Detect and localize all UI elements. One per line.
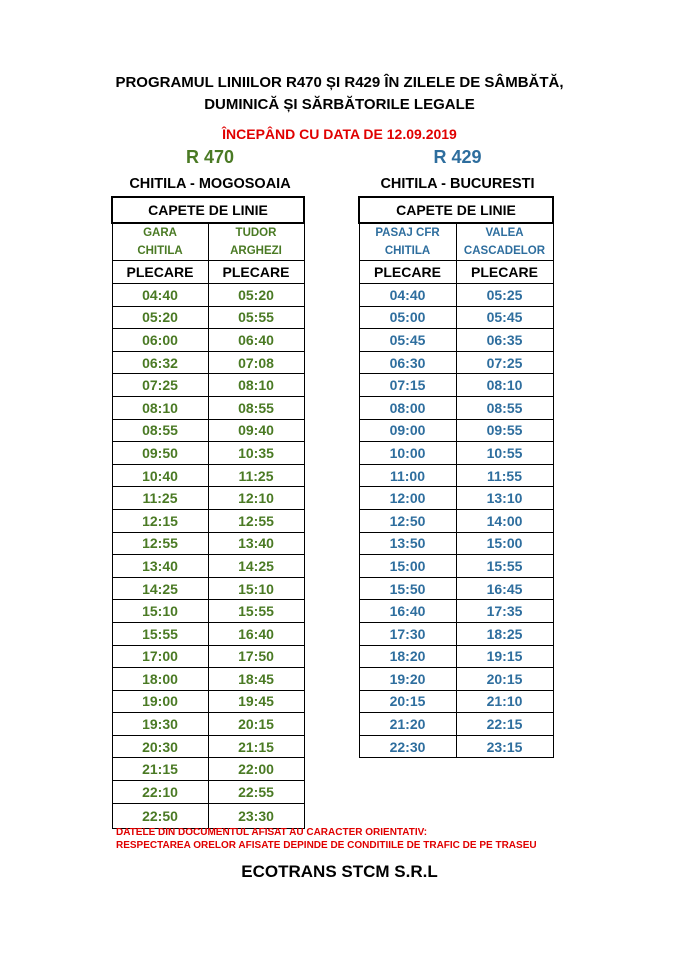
r470-departure-time: 11:25 <box>112 487 208 510</box>
table-row <box>359 600 553 623</box>
r429-departure-time: 15:55 <box>456 555 553 578</box>
r429-departure-time: 17:35 <box>456 600 553 623</box>
r429-departure-time: 11:55 <box>456 464 553 487</box>
table-row <box>112 713 304 736</box>
r470-departure-time: 10:40 <box>112 464 208 487</box>
r470-departure-time: 19:00 <box>112 690 208 713</box>
start-date: ÎNCEPÂND CU DATA DE 12.09.2019 <box>222 126 457 142</box>
r429-departure-time: 20:15 <box>456 668 553 691</box>
r470-departure-time: 18:00 <box>112 668 208 691</box>
table-row <box>359 419 553 442</box>
r470-departure-time: 20:15 <box>208 713 304 736</box>
r470-departure-time: 17:00 <box>112 645 208 668</box>
table-row <box>112 645 304 668</box>
r429-departure-time: 08:00 <box>359 396 456 419</box>
r429-departure-time: 23:15 <box>456 735 553 758</box>
r470-stop-b-line2: ARGHEZI <box>230 245 282 257</box>
r429-col-b-label: PLECARE <box>456 261 553 284</box>
r470-departure-time: 08:10 <box>208 374 304 397</box>
r470-departure-time: 09:40 <box>208 419 304 442</box>
table-row <box>359 555 553 578</box>
r470-departure-time: 06:32 <box>112 351 208 374</box>
table-row <box>359 306 553 329</box>
table-row <box>359 713 553 736</box>
r470-departure-time: 13:40 <box>112 555 208 578</box>
r470-departure-time: 15:10 <box>112 600 208 623</box>
r470-stop-a-line2: CHITILA <box>137 245 183 257</box>
r470-departure-time: 22:55 <box>208 781 304 804</box>
r429-departure-time: 09:00 <box>359 419 456 442</box>
r470-col-b-label: PLECARE <box>208 261 304 284</box>
r470-departure-time: 21:15 <box>112 758 208 781</box>
r429-departure-time: 12:00 <box>359 487 456 510</box>
r429-departure-time: 05:25 <box>456 284 553 307</box>
r470-departure-time: 16:40 <box>208 622 304 645</box>
r429-departure-time: 15:00 <box>359 555 456 578</box>
table-row <box>359 509 553 532</box>
r429-departure-time: 21:10 <box>456 690 553 713</box>
r429-departure-time: 19:20 <box>359 668 456 691</box>
table-row <box>112 758 304 781</box>
r470-departure-time: 12:55 <box>112 532 208 555</box>
table-row <box>359 487 553 510</box>
r429-departure-time: 11:00 <box>359 464 456 487</box>
table-row <box>359 690 553 713</box>
r429-departure-time: 16:45 <box>456 577 553 600</box>
page-title-line1: PROGRAMUL LINIILOR R470 ȘI R429 ÎN ZILELE DE SÂMBĂTĂ, <box>115 74 564 91</box>
r470-departure-time: 04:40 <box>112 284 208 307</box>
r470-col-a-label: PLECARE <box>112 261 208 284</box>
table-row <box>112 487 304 510</box>
table-row <box>359 284 553 307</box>
r429-departure-time: 13:50 <box>359 532 456 555</box>
r470-departure-time: 08:55 <box>208 396 304 419</box>
table-row <box>359 668 553 691</box>
r470-departure-time: 10:35 <box>208 442 304 465</box>
r429-departure-time: 13:10 <box>456 487 553 510</box>
r470-departure-time: 09:50 <box>112 442 208 465</box>
r470-timetable <box>111 196 305 829</box>
table-row <box>359 351 553 374</box>
r429-departure-time: 05:00 <box>359 306 456 329</box>
route-r470-direction: CHITILA - MOGOSOAIA <box>129 176 291 192</box>
table-row <box>359 464 553 487</box>
table-row <box>112 532 304 555</box>
r429-stop-a-line1: PASAJ CFR <box>375 227 440 239</box>
r470-departure-time: 14:25 <box>208 555 304 578</box>
r429-stop-a-line2: CHITILA <box>384 245 431 257</box>
table-row <box>112 803 304 828</box>
r470-stop-b <box>208 223 304 261</box>
r429-departure-time: 20:15 <box>359 690 456 713</box>
r429-stop-b-line2: CASCADELOR <box>463 245 546 257</box>
r470-departure-time: 15:10 <box>208 577 304 600</box>
r470-departure-time: 17:50 <box>208 645 304 668</box>
table-row <box>112 735 304 758</box>
r470-departure-time: 08:10 <box>112 396 208 419</box>
table-row <box>112 442 304 465</box>
r429-departure-time: 05:45 <box>456 306 553 329</box>
r429-departure-time: 12:50 <box>359 509 456 532</box>
table-row <box>359 329 553 352</box>
table-row <box>359 396 553 419</box>
disclaimer-line2: RESPECTAREA ORELOR AFISATE DEPINDE DE CONDITIILE DE TRAFIC DE PE TRASEU <box>116 840 537 851</box>
table-row <box>112 306 304 329</box>
table-row <box>112 555 304 578</box>
r429-departure-time: 15:00 <box>456 532 553 555</box>
r470-departure-time: 23:30 <box>208 803 304 828</box>
table-row <box>112 600 304 623</box>
r429-departure-time: 18:20 <box>359 645 456 668</box>
table-row <box>359 622 553 645</box>
page-title-line2: DUMINICĂ ȘI SĂRBĂTORILE LEGALE <box>204 96 475 113</box>
r470-departure-time: 21:15 <box>208 735 304 758</box>
r429-departure-time: 21:20 <box>359 713 456 736</box>
table-row <box>359 577 553 600</box>
table-row <box>112 284 304 307</box>
r429-timetable <box>358 196 554 758</box>
r429-departure-time: 04:40 <box>359 284 456 307</box>
r429-stop-a <box>359 223 456 261</box>
r429-departure-time: 17:30 <box>359 622 456 645</box>
r429-departure-time: 10:00 <box>359 442 456 465</box>
r429-departure-time: 08:10 <box>456 374 553 397</box>
r429-departure-time: 22:30 <box>359 735 456 758</box>
r470-departure-time: 20:30 <box>112 735 208 758</box>
table-row <box>112 464 304 487</box>
table-row <box>359 374 553 397</box>
r429-departure-time: 07:25 <box>456 351 553 374</box>
disclaimer-line1: DATELE DIN DOCUMENTUL AFISAT AU CARACTER ORIENTATIV: <box>116 827 428 838</box>
r429-departure-time: 06:30 <box>359 351 456 374</box>
r429-departure-time: 07:15 <box>359 374 456 397</box>
r470-departure-time: 07:08 <box>208 351 304 374</box>
table-row <box>112 396 304 419</box>
r470-stop-a <box>112 223 208 261</box>
table-row <box>112 419 304 442</box>
r470-departure-time: 08:55 <box>112 419 208 442</box>
table-row <box>112 509 304 532</box>
table-row <box>359 532 553 555</box>
r470-departure-time: 06:40 <box>208 329 304 352</box>
r470-departure-time: 12:15 <box>112 509 208 532</box>
r470-departure-time: 15:55 <box>112 622 208 645</box>
r470-departure-time: 12:55 <box>208 509 304 532</box>
r429-departure-time: 05:45 <box>359 329 456 352</box>
r470-departure-time: 12:10 <box>208 487 304 510</box>
route-r429-direction: CHITILA - BUCURESTI <box>380 176 535 192</box>
r470-departure-time: 05:55 <box>208 306 304 329</box>
r470-departure-time: 18:45 <box>208 668 304 691</box>
r429-departure-time: 06:35 <box>456 329 553 352</box>
r429-departure-time: 15:50 <box>359 577 456 600</box>
r429-departure-time: 18:25 <box>456 622 553 645</box>
r429-departure-time: 22:15 <box>456 713 553 736</box>
table-row <box>359 735 553 758</box>
r470-departure-time: 06:00 <box>112 329 208 352</box>
route-r470-name: R 470 <box>185 147 235 167</box>
r470-departure-time: 07:25 <box>112 374 208 397</box>
r470-departure-time: 05:20 <box>112 306 208 329</box>
table-row <box>112 351 304 374</box>
r470-departure-time: 14:25 <box>112 577 208 600</box>
table-row <box>359 645 553 668</box>
r470-departure-time: 22:10 <box>112 781 208 804</box>
table-row <box>112 781 304 804</box>
table-row <box>112 374 304 397</box>
r429-departure-time: 19:15 <box>456 645 553 668</box>
r429-col-a-label: PLECARE <box>359 261 456 284</box>
r470-header: CAPETE DE LINIE <box>112 197 304 223</box>
r470-departure-time: 19:45 <box>208 690 304 713</box>
r429-stop-b <box>456 223 553 261</box>
table-row <box>112 329 304 352</box>
r470-departure-time: 19:30 <box>112 713 208 736</box>
table-row <box>112 690 304 713</box>
company-name: ECOTRANS STCM S.R.L <box>241 862 438 881</box>
r470-departure-time: 11:25 <box>208 464 304 487</box>
r470-departure-time: 22:50 <box>112 803 208 828</box>
table-row <box>112 622 304 645</box>
r429-header: CAPETE DE LINIE <box>359 197 553 223</box>
table-row <box>112 577 304 600</box>
route-r429-name: R 429 <box>433 147 482 167</box>
r470-departure-time: 05:20 <box>208 284 304 307</box>
r429-departure-time: 09:55 <box>456 419 553 442</box>
r470-departure-time: 13:40 <box>208 532 304 555</box>
table-row <box>112 668 304 691</box>
r429-departure-time: 16:40 <box>359 600 456 623</box>
r470-stop-b-line1: TUDOR <box>235 227 277 239</box>
r429-stop-b-line1: VALEA <box>485 227 524 239</box>
table-row <box>359 442 553 465</box>
r470-departure-time: 22:00 <box>208 758 304 781</box>
r470-stop-a-line1: GARA <box>143 227 177 239</box>
r429-departure-time: 08:55 <box>456 396 553 419</box>
r429-departure-time: 14:00 <box>456 509 553 532</box>
r429-departure-time: 10:55 <box>456 442 553 465</box>
r470-departure-time: 15:55 <box>208 600 304 623</box>
